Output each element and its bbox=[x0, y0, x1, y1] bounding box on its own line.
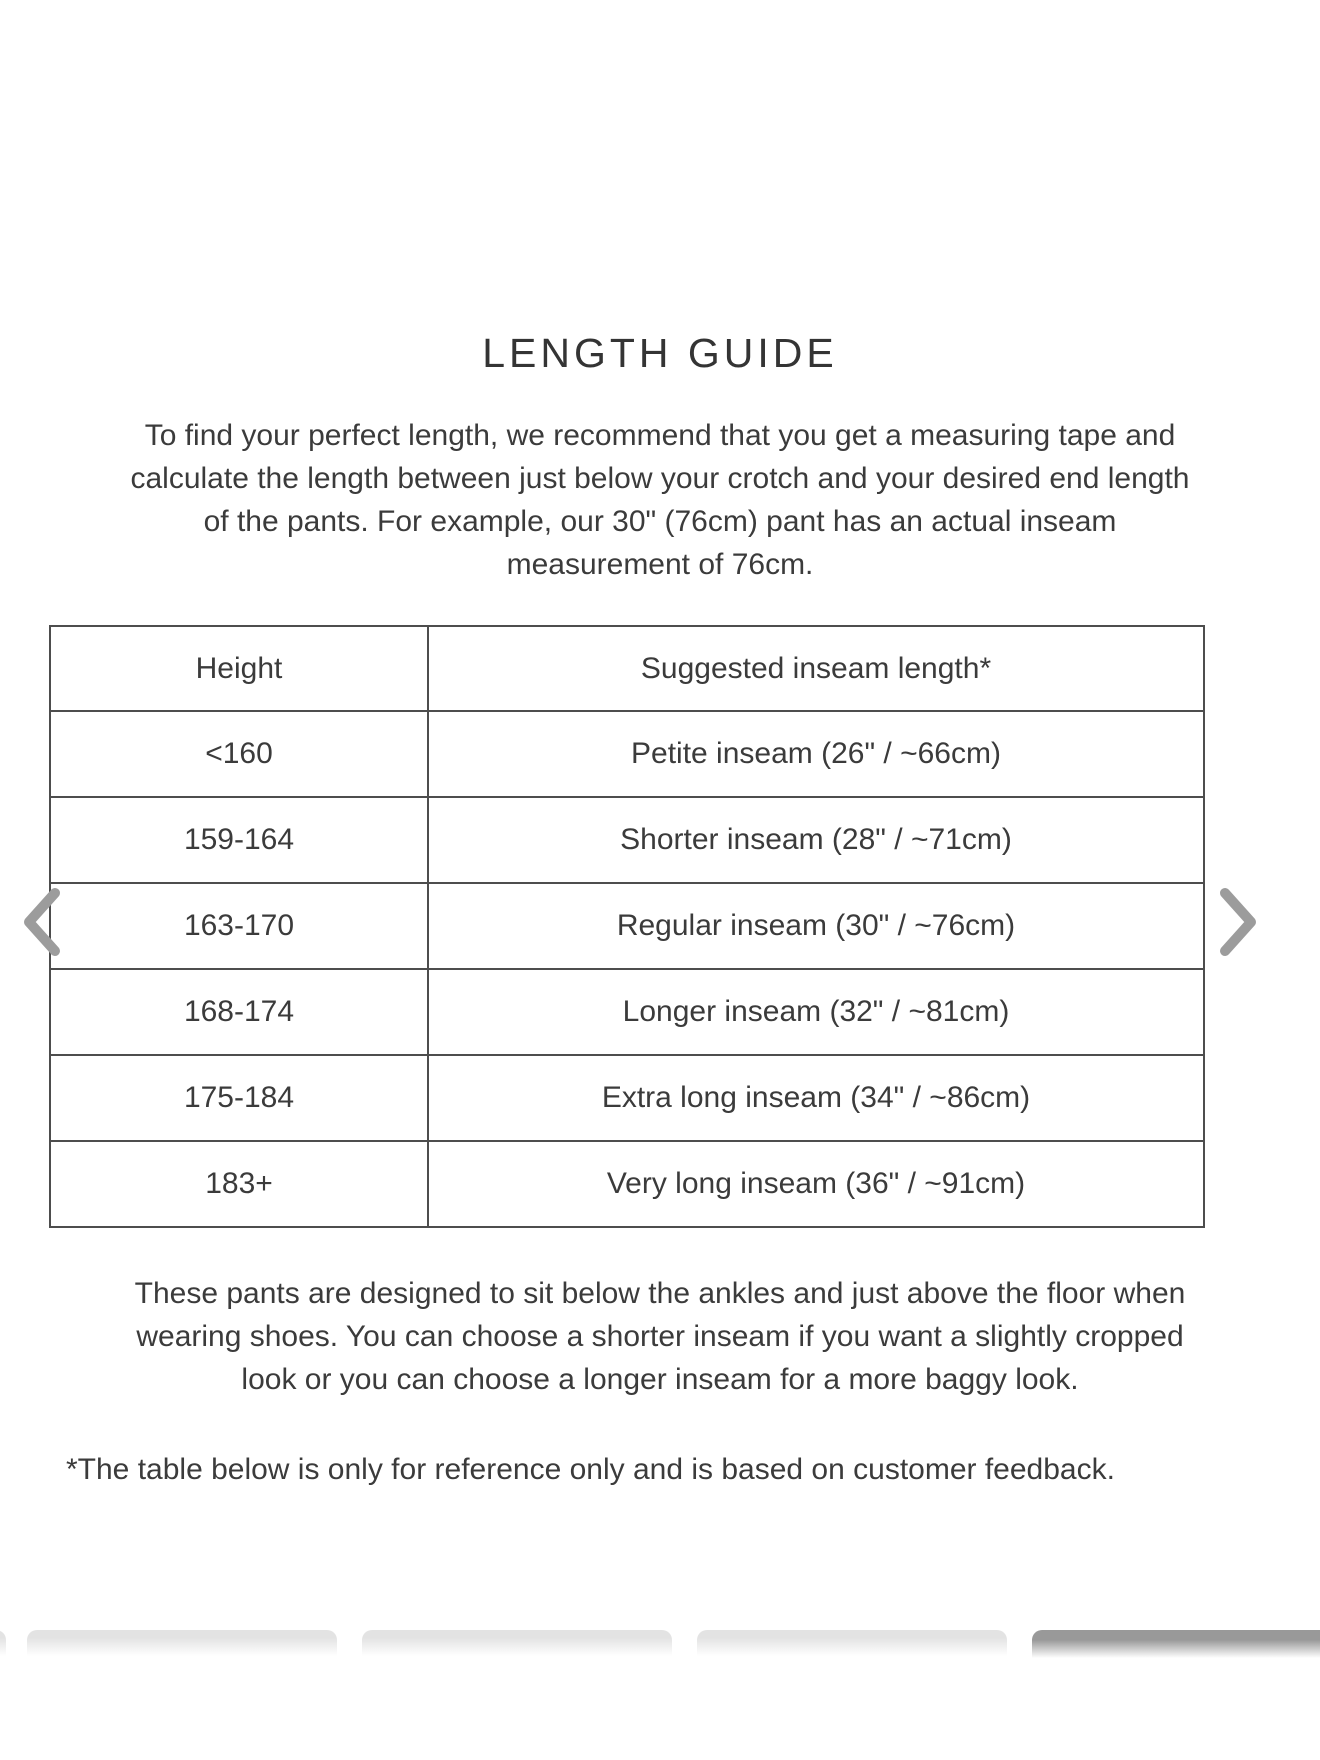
chevron-right-icon bbox=[1217, 886, 1259, 958]
table-row bbox=[50, 797, 1204, 883]
table-header-height: Height bbox=[50, 626, 428, 711]
intro-line: To find your perfect length, we recommend that you get a measuring tape and bbox=[144, 419, 1176, 452]
intro-line: calculate the length between just below your crotch and your desired end length bbox=[130, 462, 1190, 495]
inseam-cell: Very long inseam (36" / ~91cm) bbox=[428, 1141, 1204, 1227]
chevron-left-icon bbox=[21, 886, 63, 958]
table-row bbox=[50, 1055, 1204, 1141]
height-cell: 183+ bbox=[50, 1141, 428, 1227]
height-cell: 159-164 bbox=[50, 797, 428, 883]
table-header-inseam: Suggested inseam length* bbox=[428, 626, 1204, 711]
carousel-thumbnail[interactable] bbox=[27, 1630, 337, 1760]
reference-note: *The table below is only for reference only and is based on customer feedback. bbox=[66, 1453, 1115, 1486]
carousel-thumbnail[interactable] bbox=[1032, 1630, 1320, 1760]
height-cell: 168-174 bbox=[50, 969, 428, 1055]
thumbnail-strip bbox=[0, 1630, 1320, 1760]
thumbnail-row bbox=[27, 1630, 1320, 1760]
outro-paragraph bbox=[0, 1272, 1320, 1401]
intro-paragraph bbox=[0, 414, 1320, 586]
inseam-cell: Extra long inseam (34" / ~86cm) bbox=[428, 1055, 1204, 1141]
height-cell: 163-170 bbox=[50, 883, 428, 969]
outro-line: look or you can choose a longer inseam for a more baggy look. bbox=[241, 1363, 1079, 1396]
carousel-thumbnail-partial[interactable] bbox=[0, 1630, 6, 1760]
carousel-prev-button[interactable] bbox=[18, 884, 66, 960]
intro-line: of the pants. For example, our 30" (76cm) pant has an actual inseam bbox=[203, 505, 1117, 538]
inseam-cell: Regular inseam (30" / ~76cm) bbox=[428, 883, 1204, 969]
carousel-thumbnail[interactable] bbox=[362, 1630, 672, 1760]
length-guide-table bbox=[49, 625, 1205, 1228]
height-cell: <160 bbox=[50, 711, 428, 797]
table-row bbox=[50, 1141, 1204, 1227]
inseam-cell: Longer inseam (32" / ~81cm) bbox=[428, 969, 1204, 1055]
table-row bbox=[50, 969, 1204, 1055]
outro-line: wearing shoes. You can choose a shorter inseam if you want a slightly cropped bbox=[136, 1320, 1184, 1353]
inseam-cell: Shorter inseam (28" / ~71cm) bbox=[428, 797, 1204, 883]
intro-line: measurement of 76cm. bbox=[506, 548, 814, 581]
outro-line: These pants are designed to sit below the ankles and just above the floor when bbox=[134, 1277, 1186, 1310]
height-cell: 175-184 bbox=[50, 1055, 428, 1141]
carousel-thumbnail[interactable] bbox=[697, 1630, 1007, 1760]
page-title: LENGTH GUIDE bbox=[482, 330, 838, 376]
carousel-next-button[interactable] bbox=[1214, 884, 1262, 960]
table-row bbox=[50, 883, 1204, 969]
inseam-cell: Petite inseam (26" / ~66cm) bbox=[428, 711, 1204, 797]
table-header-row bbox=[50, 626, 1204, 711]
table-row bbox=[50, 711, 1204, 797]
